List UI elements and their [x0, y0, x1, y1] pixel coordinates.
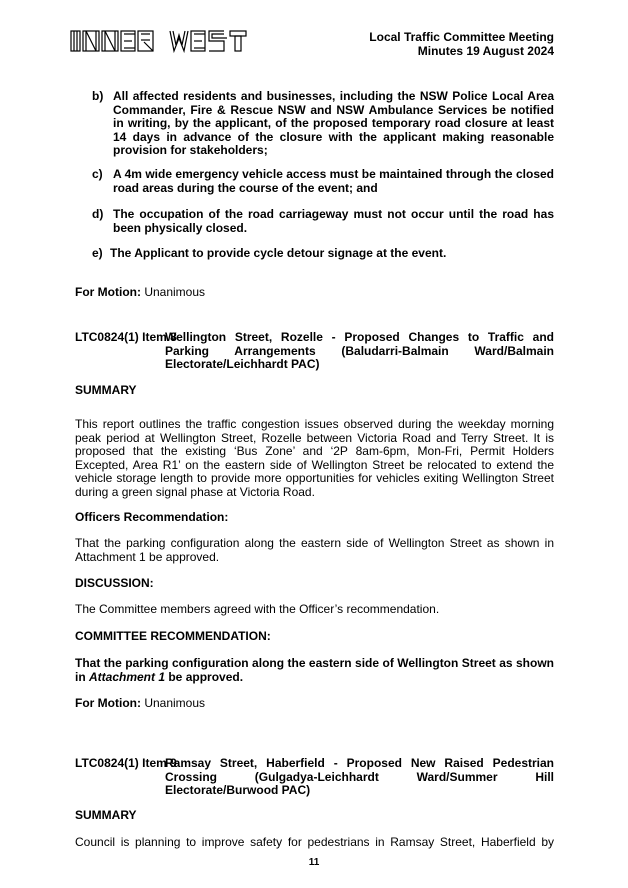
condition-text: The occupation of the road carriageway must not occur until the road has been physically closed.	[113, 207, 554, 235]
discussion-text: The Committee members agreed with the Officer’s recommendation.	[75, 602, 440, 616]
condition-item-c	[92, 168, 554, 195]
officers-recommendation-text: That the parking configuration along the eastern side of Wellington Street as shown in Attachment 1 be approved.	[75, 536, 554, 564]
minutes-date: Minutes 19 August 2024	[417, 44, 554, 58]
condition-letter: e)	[92, 246, 103, 260]
condition-letter: c)	[92, 167, 103, 181]
item-9-title: Ramsay Street, Haberfield - Proposed New Raised Pedestrian Crossing (Gulgadya-Leichhardt Ward/Summer Hill Electorate/Burwood PAC)	[165, 756, 554, 797]
item-9-heading	[75, 757, 554, 799]
inner-west-logo	[70, 28, 270, 54]
inner-west-logo-mark	[70, 28, 270, 54]
motion-label: For Motion:	[75, 285, 141, 299]
page-number: 11	[308, 857, 320, 868]
motion-value: Unanimous	[144, 696, 206, 710]
item-8-heading	[75, 331, 554, 373]
motion-label: For Motion:	[75, 696, 141, 710]
attachment-reference: Attachment 1	[89, 669, 166, 684]
officers-recommendation-heading: Officers Recommendation:	[75, 510, 229, 524]
summary-heading: SUMMARY	[75, 383, 137, 397]
motion-line	[75, 286, 554, 300]
item-9-summary: Council is planning to improve safety for pedestrians in Ramsay Street, Haberfield by	[75, 835, 554, 849]
condition-letter: d)	[92, 207, 104, 221]
item-8-summary: This report outlines the traffic congestion issues observed during the weekday morning peak period at Wellington Street, Rozelle between Victoria Road and Terry Street. It is proposed that the existing ‘Bus Zone’ and ‘2P 8am-6pm, Mon-Fri, Permit Holders Excepted, Area R1’ on the eastern side of Wellington Street be relocated to extend the vehicle storage length to provide more opportunities for vehicles exiting Wellington Street during a green signal phase at Victoria Road.	[75, 417, 554, 499]
committee-text-part: be approved.	[165, 669, 244, 684]
condition-text: The Applicant to provide cycle detour signage at the event.	[110, 246, 447, 260]
committee-text-part: That the parking configuration along the eastern side of Wellington Street as shown in	[75, 656, 554, 684]
committee-recommendation-heading: COMMITTEE RECOMMENDATION:	[75, 629, 271, 643]
item-8-number: LTC0824(1) Item 8	[75, 330, 177, 344]
committee-recommendation-text	[75, 657, 554, 684]
condition-text: All affected residents and businesses, including the NSW Police Local Area Commander, Fire & Rescue NSW and NSW Ambulance Services be notified in writing, by the applicant, of the proposed temporary road closure at least 14 days in advance of the closure with the applicant making reasonable provision for stakeholders;	[113, 89, 554, 157]
motion-line	[75, 697, 554, 711]
discussion-heading: DISCUSSION:	[75, 576, 154, 590]
condition-letter: b)	[92, 89, 104, 103]
item-8-title: Wellington Street, Rozelle - Proposed Changes to Traffic and Parking Arrangements (Baludarri-Balmain Ward/Balmain Electorate/Leichhardt PAC)	[165, 330, 554, 371]
summary-heading: SUMMARY	[75, 808, 137, 822]
condition-item-b	[92, 90, 554, 158]
condition-item-e	[92, 247, 554, 261]
condition-text: A 4m wide emergency vehicle access must be maintained through the closed road areas during the course of the event; and	[113, 167, 554, 195]
meeting-title: Local Traffic Committee Meeting	[369, 30, 554, 44]
item-9-number: LTC0824(1) Item 9	[75, 756, 177, 770]
motion-value: Unanimous	[144, 285, 206, 299]
condition-item-d	[92, 208, 554, 235]
